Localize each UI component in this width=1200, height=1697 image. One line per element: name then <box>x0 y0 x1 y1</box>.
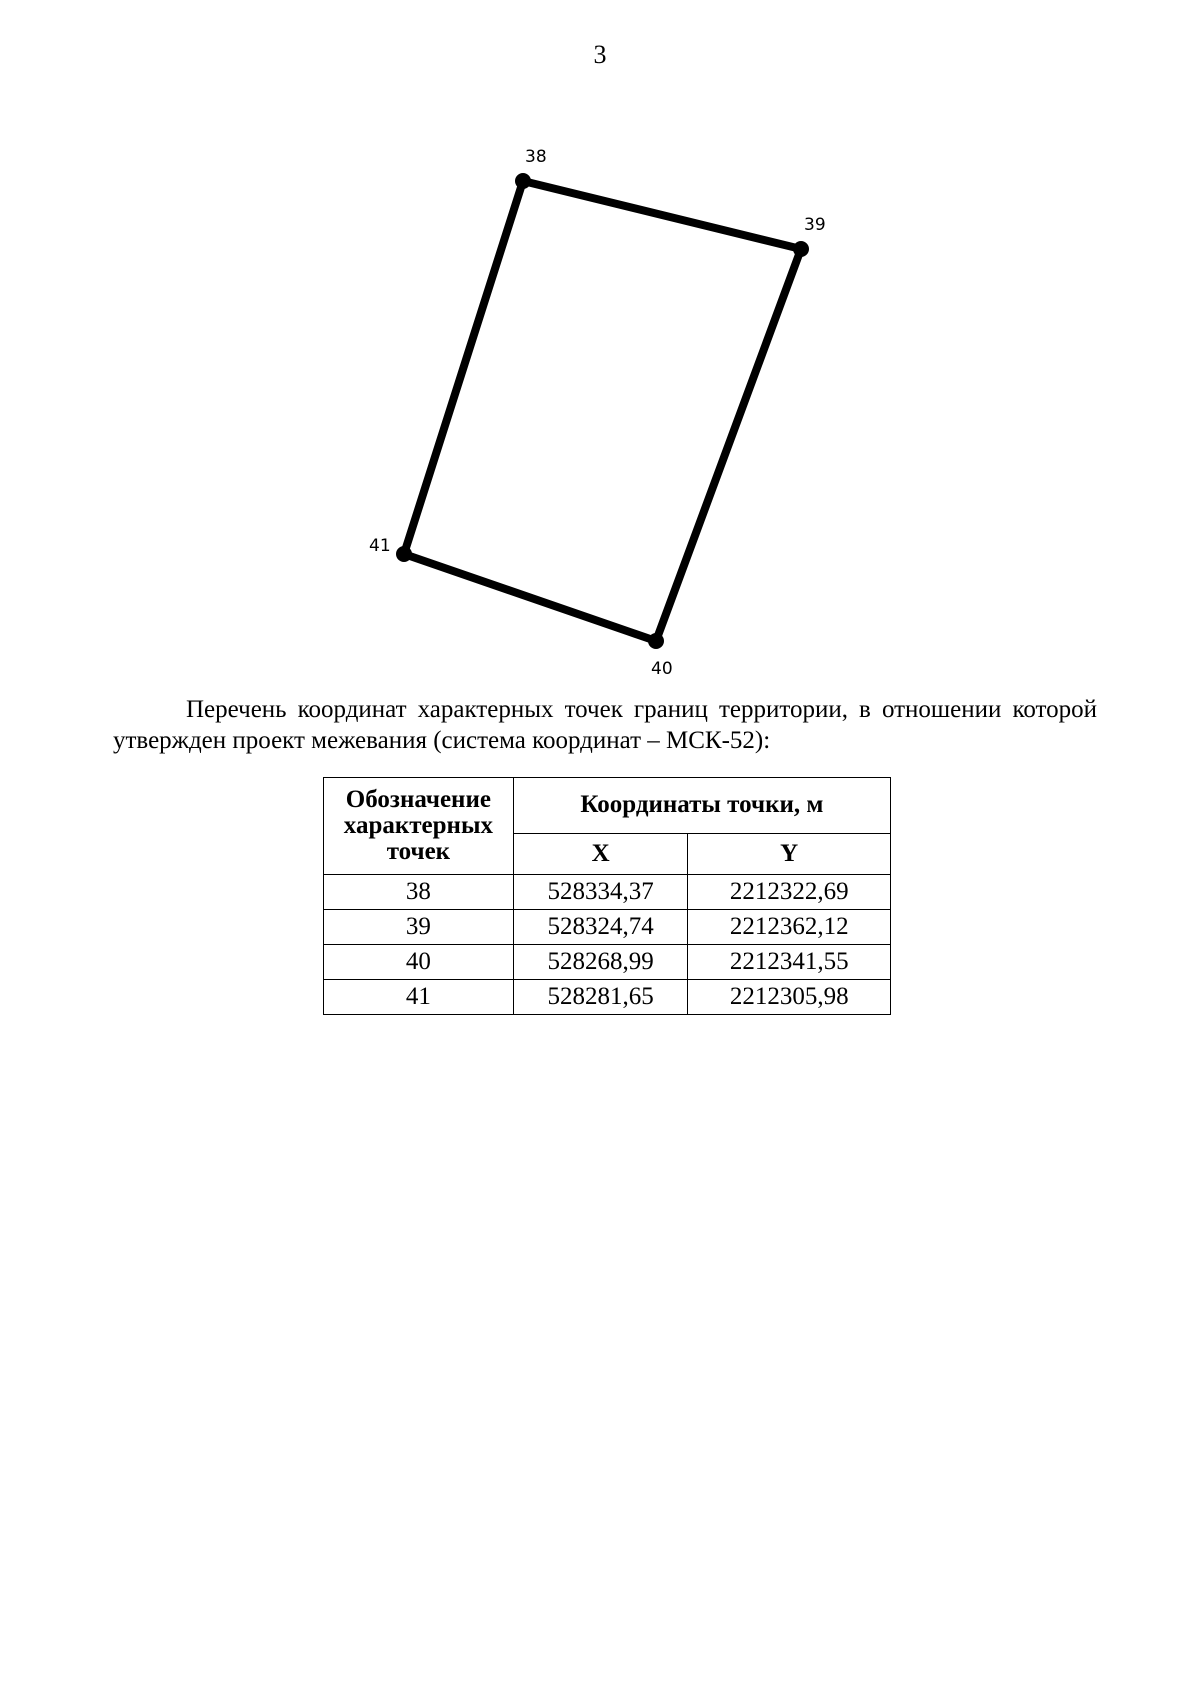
cell-x: 528324,74 <box>513 910 688 945</box>
header-y: Y <box>688 833 891 874</box>
boundary-point-41-label: 41 <box>369 536 391 556</box>
table-row <box>324 980 891 1015</box>
boundary-polygon <box>404 181 801 641</box>
cell-point: 40 <box>324 945 514 980</box>
cell-y: 2212305,98 <box>688 980 891 1015</box>
cell-y: 2212322,69 <box>688 875 891 910</box>
boundary-point-39-marker <box>793 241 809 257</box>
boundary-point-38-label: 38 <box>525 147 547 167</box>
cell-point: 39 <box>324 910 514 945</box>
boundary-point-39-label: 39 <box>804 215 826 235</box>
header-point-designation: Обозначение характерных точек <box>324 778 514 875</box>
cell-point: 38 <box>324 875 514 910</box>
header-x: X <box>513 833 688 874</box>
coordinates-caption: Перечень координат характерных точек границ территории, в отношении которой утвержден проект межевания (система координат – МСК-52): <box>113 696 1097 754</box>
header-coordinates: Координаты точки, м <box>513 778 890 834</box>
cell-x: 528268,99 <box>513 945 688 980</box>
coordinates-table <box>323 777 891 1015</box>
table-row <box>324 910 891 945</box>
table-row <box>324 875 891 910</box>
boundary-plan <box>0 0 1200 700</box>
table-row <box>324 945 891 980</box>
cell-x: 528334,37 <box>513 875 688 910</box>
boundary-point-40-marker <box>648 633 664 649</box>
cell-y: 2212362,12 <box>688 910 891 945</box>
cell-point: 41 <box>324 980 514 1015</box>
boundary-point-38-marker <box>515 173 531 189</box>
boundary-point-41-marker <box>396 546 412 562</box>
page-number: 3 <box>593 40 607 69</box>
boundary-point-40-label: 40 <box>651 659 673 679</box>
cell-x: 528281,65 <box>513 980 688 1015</box>
cell-y: 2212341,55 <box>688 945 891 980</box>
